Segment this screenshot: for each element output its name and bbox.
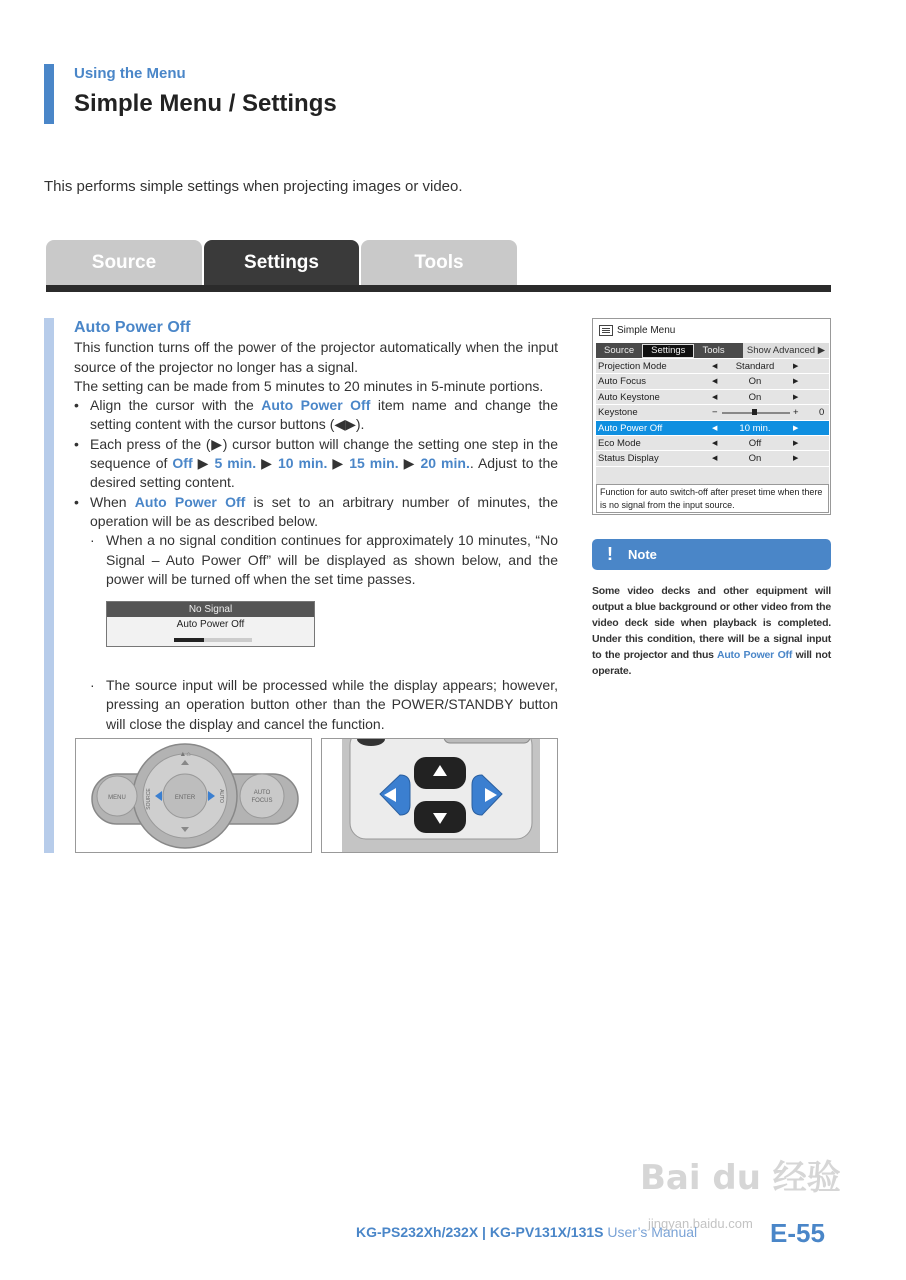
keystone-up-glyph: ▲⌂ — [179, 751, 191, 758]
no-signal-display — [106, 601, 315, 647]
paragraph-2: The setting can be made from 5 minutes to 20 minutes in 5-minute portions. — [74, 377, 544, 394]
menu-key-label: MENU — [108, 795, 126, 801]
intro-text: This performs simple settings when projecting images or video. — [44, 178, 463, 195]
menu-tab-tools[interactable]: Tools — [702, 345, 725, 356]
sub-bullet-item: · The source input will be processed while the display appears; however, pressing an operation button other than the POWER/STANDBY button will close the display and cancel the function. — [90, 676, 558, 734]
no-signal-progress-track — [174, 638, 252, 642]
right-arrow-icon: ▶ — [793, 424, 799, 432]
show-advanced-button[interactable]: Show Advanced ▶ — [743, 343, 829, 358]
menu-row-empty — [596, 467, 829, 485]
menu-row-auto-focus[interactable]: Auto Focus ◀ On ▶ — [596, 374, 829, 389]
right-arrow-icon: ▶ — [793, 393, 799, 401]
tab-source[interactable]: Source — [46, 240, 202, 286]
remote-arrow-keys-illustration — [322, 739, 558, 853]
footer-model: KG-PS232Xh/232X | KG-PV131X/131S User’s Manual — [356, 1224, 698, 1240]
paragraph-1: This function turns off the power of the projector automatically when the input source of the projector no longer has a signal. — [74, 339, 558, 375]
left-arrow-icon: ◀ — [712, 393, 718, 401]
section-heading: Auto Power Off — [74, 319, 191, 336]
setting-name: Auto Power Off — [134, 493, 246, 510]
minus-icon: − — [712, 407, 718, 419]
menu-row-auto-keystone[interactable]: Auto Keystone ◀ On ▶ — [596, 390, 829, 405]
simple-menu-tabs — [596, 343, 829, 358]
right-arrow-icon: ▶ — [793, 378, 799, 386]
source-key-label: SOURCE — [146, 788, 152, 810]
auto-focus-key-label-2: FOCUS — [251, 798, 273, 804]
no-signal-header: No Signal — [107, 602, 314, 617]
remote-top-key — [444, 739, 530, 743]
left-arrow-icon: ◀ — [712, 378, 718, 386]
remote-keypad-image — [75, 738, 312, 853]
note-header — [592, 539, 831, 570]
menu-tab-source[interactable]: Source — [604, 345, 635, 356]
remote-arrow-keys-image — [321, 738, 558, 853]
menu-row-eco-mode[interactable]: Eco Mode ◀ Off ▶ — [596, 436, 829, 451]
note-label: Note — [628, 547, 657, 562]
tab-divider — [46, 285, 831, 292]
setting-name: Auto Power Off — [261, 397, 371, 414]
watermark-logo: Bai du 经验 — [640, 1158, 841, 1198]
bullet-item: • When Auto Power Off is set to an arbitrary number of minutes, the operation will be as described below. · When a no signal condition continues for approximately 10 minutes, “No Signal – Auto Power Off” will be displayed as shown below, and the power will be turned off when the set time passes. · The source input will be processed while the display appears; however, pressing an operation button other than the POWER/STANDBY button will close the display and cancel the function. — [74, 493, 558, 734]
menu-row-status-display[interactable]: Status Display ◀ On ▶ — [596, 451, 829, 466]
simple-menu-rows — [596, 359, 829, 485]
auto-focus-button-shape[interactable] — [240, 774, 284, 818]
bullet-item: • Align the cursor with the Auto Power Off item name and change the setting content with the cursor buttons (◀▶). — [74, 396, 558, 435]
auto-key-label: AUTO — [218, 789, 224, 803]
left-arrow-icon: ◀ — [712, 424, 718, 432]
plus-icon: + — [793, 407, 799, 419]
tab-tools[interactable]: Tools — [361, 240, 517, 286]
menu-row-projection-mode[interactable]: Projection Mode ◀ Standard ▶ — [596, 359, 829, 374]
left-arrow-icon: ◀ — [712, 439, 718, 447]
menu-row-keystone[interactable]: Keystone − + 0 — [596, 405, 829, 420]
right-arrow-icon: ▶ — [793, 439, 799, 447]
simple-menu-title-bar — [599, 325, 675, 336]
enter-key-label: ENTER — [174, 795, 196, 801]
keystone-slider-thumb[interactable] — [752, 409, 757, 415]
left-arrow-icon: ◀ — [712, 455, 718, 463]
simple-menu-title: Simple Menu — [617, 325, 676, 336]
section-stripe — [44, 318, 54, 853]
auto-focus-key-label-1: AUTO — [253, 790, 271, 796]
watermark-url: jingyan.baidu.com — [648, 1216, 753, 1231]
no-signal-message: Auto Power Off — [176, 619, 245, 630]
menu-help-text: Function for auto switch-off after preset time when there is no signal from the input source. — [596, 484, 829, 513]
remote-keypad-illustration — [76, 739, 312, 853]
page-number: E-55 — [770, 1218, 825, 1248]
exclamation-icon: ! — [607, 544, 613, 564]
note-text: Some video decks and other equipment will output a blue background or other video from the video deck side when playback is completed. Under this condition, there will be a signal input to the projector and thus Auto Power Off will not operate. — [592, 585, 831, 677]
section-category: Using the Menu — [74, 65, 186, 82]
header-accent-bar — [44, 64, 54, 124]
tab-settings[interactable]: Settings — [204, 240, 359, 286]
page-title: Simple Menu / Settings — [74, 90, 337, 117]
bullet-item: • Each press of the (▶) cursor button will change the setting one step in the sequence of Off ▶ 5 min. ▶ 10 min. ▶ 15 min. ▶ 20 min.. Adjust to the desired setting content. — [74, 435, 558, 493]
simple-menu-screenshot — [592, 318, 831, 515]
menu-row-auto-power-off[interactable]: Auto Power Off ◀ 10 min. ▶ — [596, 421, 829, 436]
sub-bullet-item: · When a no signal condition continues for approximately 10 minutes, “No Signal – Auto Power Off” will be displayed as shown below, and the power will be turned off when the set time passes. — [90, 531, 558, 589]
left-arrow-icon: ◀ — [712, 363, 718, 370]
right-arrow-icon: ▶ — [793, 455, 799, 463]
keystone-value: 0 — [819, 407, 825, 419]
right-arrow-icon: ▶ — [793, 363, 799, 370]
section-content — [74, 318, 558, 734]
no-signal-progress-fill — [174, 638, 204, 642]
menu-list-icon — [599, 325, 613, 336]
menu-tab-settings[interactable]: Settings — [642, 344, 694, 358]
setting-name: Auto Power Off — [716, 649, 793, 661]
